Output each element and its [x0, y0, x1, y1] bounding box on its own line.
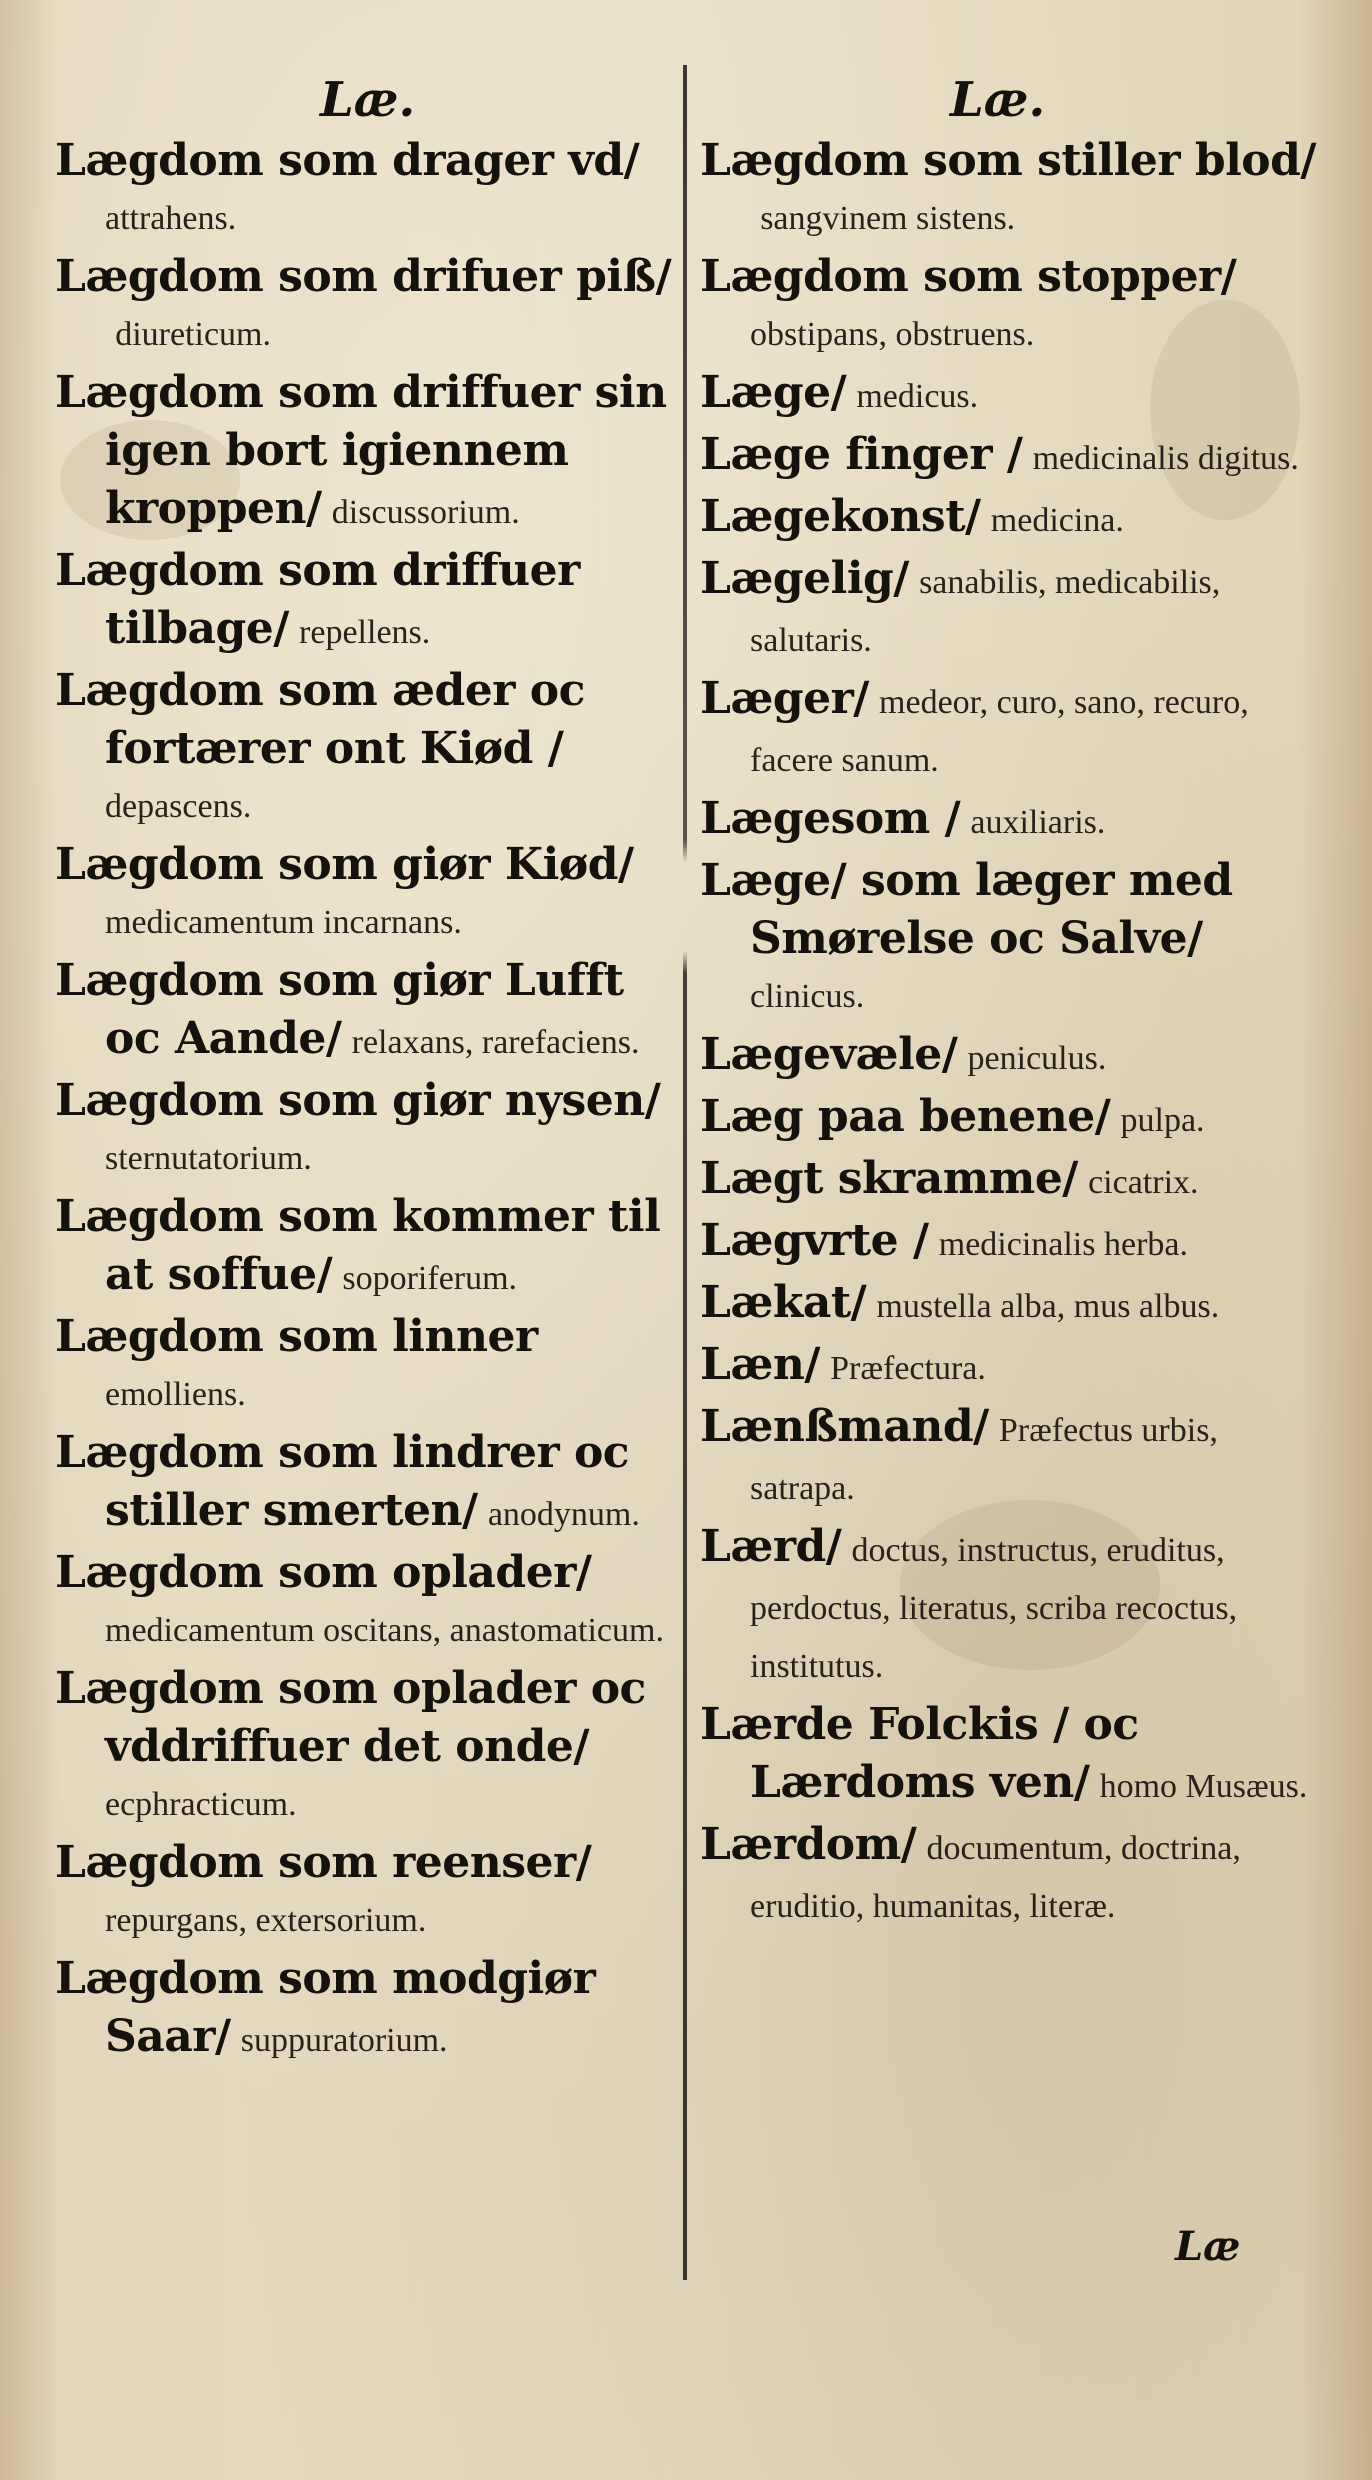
entry-headword: Lægevæle/: [700, 1029, 958, 1080]
entry-headword: Lægdom som reenser/: [55, 1837, 592, 1888]
dictionary-entry: [700, 248, 1320, 364]
dictionary-entry: [55, 1072, 675, 1188]
entry-headword: Lægdom som oplader oc vddriffuer det onde/: [55, 1663, 646, 1772]
entry-headword: Lægekonst/: [700, 491, 981, 542]
entry-latin-gloss: relaxans, rarefaciens.: [351, 1024, 640, 1061]
entry-headword: Lægdom som lindrer oc stiller smerten/: [55, 1427, 630, 1536]
entry-latin-gloss: sanabilis, medicabilis, salutaris.: [750, 564, 1221, 659]
entry-headword: Læge finger /: [700, 429, 1023, 480]
dictionary-entry: [700, 1212, 1320, 1274]
entry-headword: Læn/: [700, 1339, 820, 1390]
dictionary-entry: [700, 852, 1320, 1026]
entry-headword: Læge/ som læger med Smørelse oc Salve/: [700, 855, 1233, 964]
dictionary-entry: [55, 1544, 675, 1660]
dictionary-entry: [55, 1308, 675, 1424]
dictionary-entry: [700, 1518, 1320, 1696]
entry-latin-gloss: medicinalis digitus.: [1032, 440, 1299, 477]
dictionary-entry: [55, 952, 675, 1072]
entry-headword: Lærdom/: [700, 1819, 917, 1870]
entry-headword: Læger/: [700, 673, 869, 724]
entry-latin-gloss: homo Musæus.: [1099, 1768, 1308, 1805]
left-column: [55, 132, 675, 2070]
dictionary-entry: [700, 132, 1320, 248]
entry-headword: Lægelig/: [700, 553, 909, 604]
catchword: Læ: [1175, 2223, 1241, 2270]
entry-headword: Lægvrte /: [700, 1215, 929, 1266]
dictionary-entry: [55, 1834, 675, 1950]
dictionary-entry: [55, 248, 675, 364]
dictionary-entry: [55, 836, 675, 952]
entry-latin-gloss: medicamentum incarnans.: [105, 904, 462, 941]
entry-headword: Lænßmand/: [700, 1401, 989, 1452]
entry-latin-gloss: medicinalis herba.: [938, 1226, 1188, 1263]
entry-latin-gloss: Præfectus urbis, satrapa.: [750, 1412, 1218, 1507]
entry-latin-gloss: suppuratorium.: [240, 2022, 448, 2059]
entry-latin-gloss: ecphracticum.: [105, 1786, 297, 1823]
entry-latin-gloss: repurgans, extersorium.: [105, 1902, 427, 1939]
dictionary-entry: [55, 132, 675, 248]
entry-latin-gloss: cicatrix.: [1088, 1164, 1199, 1201]
entry-latin-gloss: medeor, curo, sano, recuro, facere sanum.: [750, 684, 1249, 779]
entry-headword: Læge/: [700, 367, 847, 418]
entry-latin-gloss: attrahens.: [105, 200, 237, 237]
entry-latin-gloss: anodynum.: [487, 1496, 640, 1533]
entry-latin-gloss: discussorium.: [331, 494, 520, 531]
entry-headword: Lægdom som giør Kiød/: [55, 839, 634, 890]
entry-latin-gloss: pulpa.: [1120, 1102, 1205, 1139]
entry-headword: Lækat/: [700, 1277, 867, 1328]
entry-headword: Lægdom som æder oc fortærer ont Kiød /: [55, 665, 585, 774]
entry-headword: Lærd/: [700, 1521, 842, 1572]
dictionary-entry: [700, 1696, 1320, 1816]
dictionary-entry: [700, 364, 1320, 426]
entry-headword: Lægesom /: [700, 793, 961, 844]
dictionary-entry: [700, 1816, 1320, 1936]
dictionary-entry: [700, 670, 1320, 790]
dictionary-entry: [55, 364, 675, 542]
entry-latin-gloss: clinicus.: [750, 978, 865, 1015]
dictionary-entry: [55, 1188, 675, 1308]
dictionary-entry: [700, 550, 1320, 670]
entry-headword: Lærde Folckis / oc Lærdoms ven/: [700, 1699, 1139, 1808]
right-column: [700, 132, 1320, 1936]
entry-latin-gloss: sternutatorium.: [105, 1140, 312, 1177]
entry-latin-gloss: peniculus.: [967, 1040, 1107, 1077]
entry-headword: Lægdom som giør Lufft oc Aande/: [55, 955, 624, 1064]
entry-latin-gloss: diureticum.: [115, 316, 271, 353]
entry-latin-gloss: sangvinem sistens.: [760, 200, 1016, 237]
entry-latin-gloss: documentum, doctrina, eruditio, humanitas, literæ.: [750, 1830, 1241, 1925]
entry-latin-gloss: medicus.: [856, 378, 979, 415]
entry-latin-gloss: medicamentum oscitans, anastomaticum.: [105, 1612, 664, 1649]
entry-headword: Lægdom som kommer til at soffue/: [55, 1191, 661, 1300]
entry-latin-gloss: Præfectura.: [830, 1350, 986, 1387]
running-head-right: Læ.: [950, 72, 1046, 128]
entry-latin-gloss: auxiliaris.: [970, 804, 1106, 841]
entry-latin-gloss: soporiferum.: [342, 1260, 518, 1297]
dictionary-entry: [700, 1088, 1320, 1150]
entry-latin-gloss: obstipans, obstruens.: [750, 316, 1035, 353]
entry-headword: Lægdom som driffuer sin igen bort igiennem kroppen/: [55, 367, 667, 534]
dictionary-entry: [700, 1150, 1320, 1212]
entry-headword: Lægdom som modgiør Saar/: [55, 1953, 596, 2062]
entry-latin-gloss: repellens.: [299, 614, 431, 651]
dictionary-entry: [700, 1274, 1320, 1336]
dictionary-entry: [700, 1026, 1320, 1088]
entry-latin-gloss: emolliens.: [105, 1376, 246, 1413]
dictionary-entry: [700, 488, 1320, 550]
entry-latin-gloss: doctus, instructus, eruditus, perdoctus, literatus, scriba recoctus, institutus.: [750, 1532, 1238, 1685]
entry-headword: Lægdom som stiller blod/: [700, 135, 1316, 186]
entry-headword: Lægt skramme/: [700, 1153, 1078, 1204]
entry-headword: Læg paa benene/: [700, 1091, 1111, 1142]
dictionary-entry: [55, 662, 675, 836]
dictionary-entry: [55, 542, 675, 662]
entry-headword: Lægdom som linner: [55, 1311, 538, 1362]
dictionary-entry: [700, 426, 1320, 488]
running-head-left: Læ.: [320, 72, 416, 128]
entry-headword: Lægdom som driffuer tilbage/: [55, 545, 580, 654]
entry-headword: Lægdom som oplader/: [55, 1547, 592, 1598]
entry-headword: Lægdom som stopper/: [700, 251, 1237, 302]
dictionary-entry: [55, 1660, 675, 1834]
entry-latin-gloss: mustella alba, mus albus.: [876, 1288, 1220, 1325]
dictionary-entry: [700, 1336, 1320, 1398]
entry-latin-gloss: medicina.: [990, 502, 1124, 539]
column-divider-rule: [683, 65, 687, 2280]
dictionary-entry: [55, 1424, 675, 1544]
dictionary-entry: [55, 1950, 675, 2070]
entry-latin-gloss: depascens.: [105, 788, 252, 825]
entry-headword: Lægdom som drifuer piß/: [55, 251, 672, 302]
entry-headword: Lægdom som drager vd/: [55, 135, 640, 186]
entry-headword: Lægdom som giør nysen/: [55, 1075, 661, 1126]
dictionary-entry: [700, 790, 1320, 852]
dictionary-entry: [700, 1398, 1320, 1518]
